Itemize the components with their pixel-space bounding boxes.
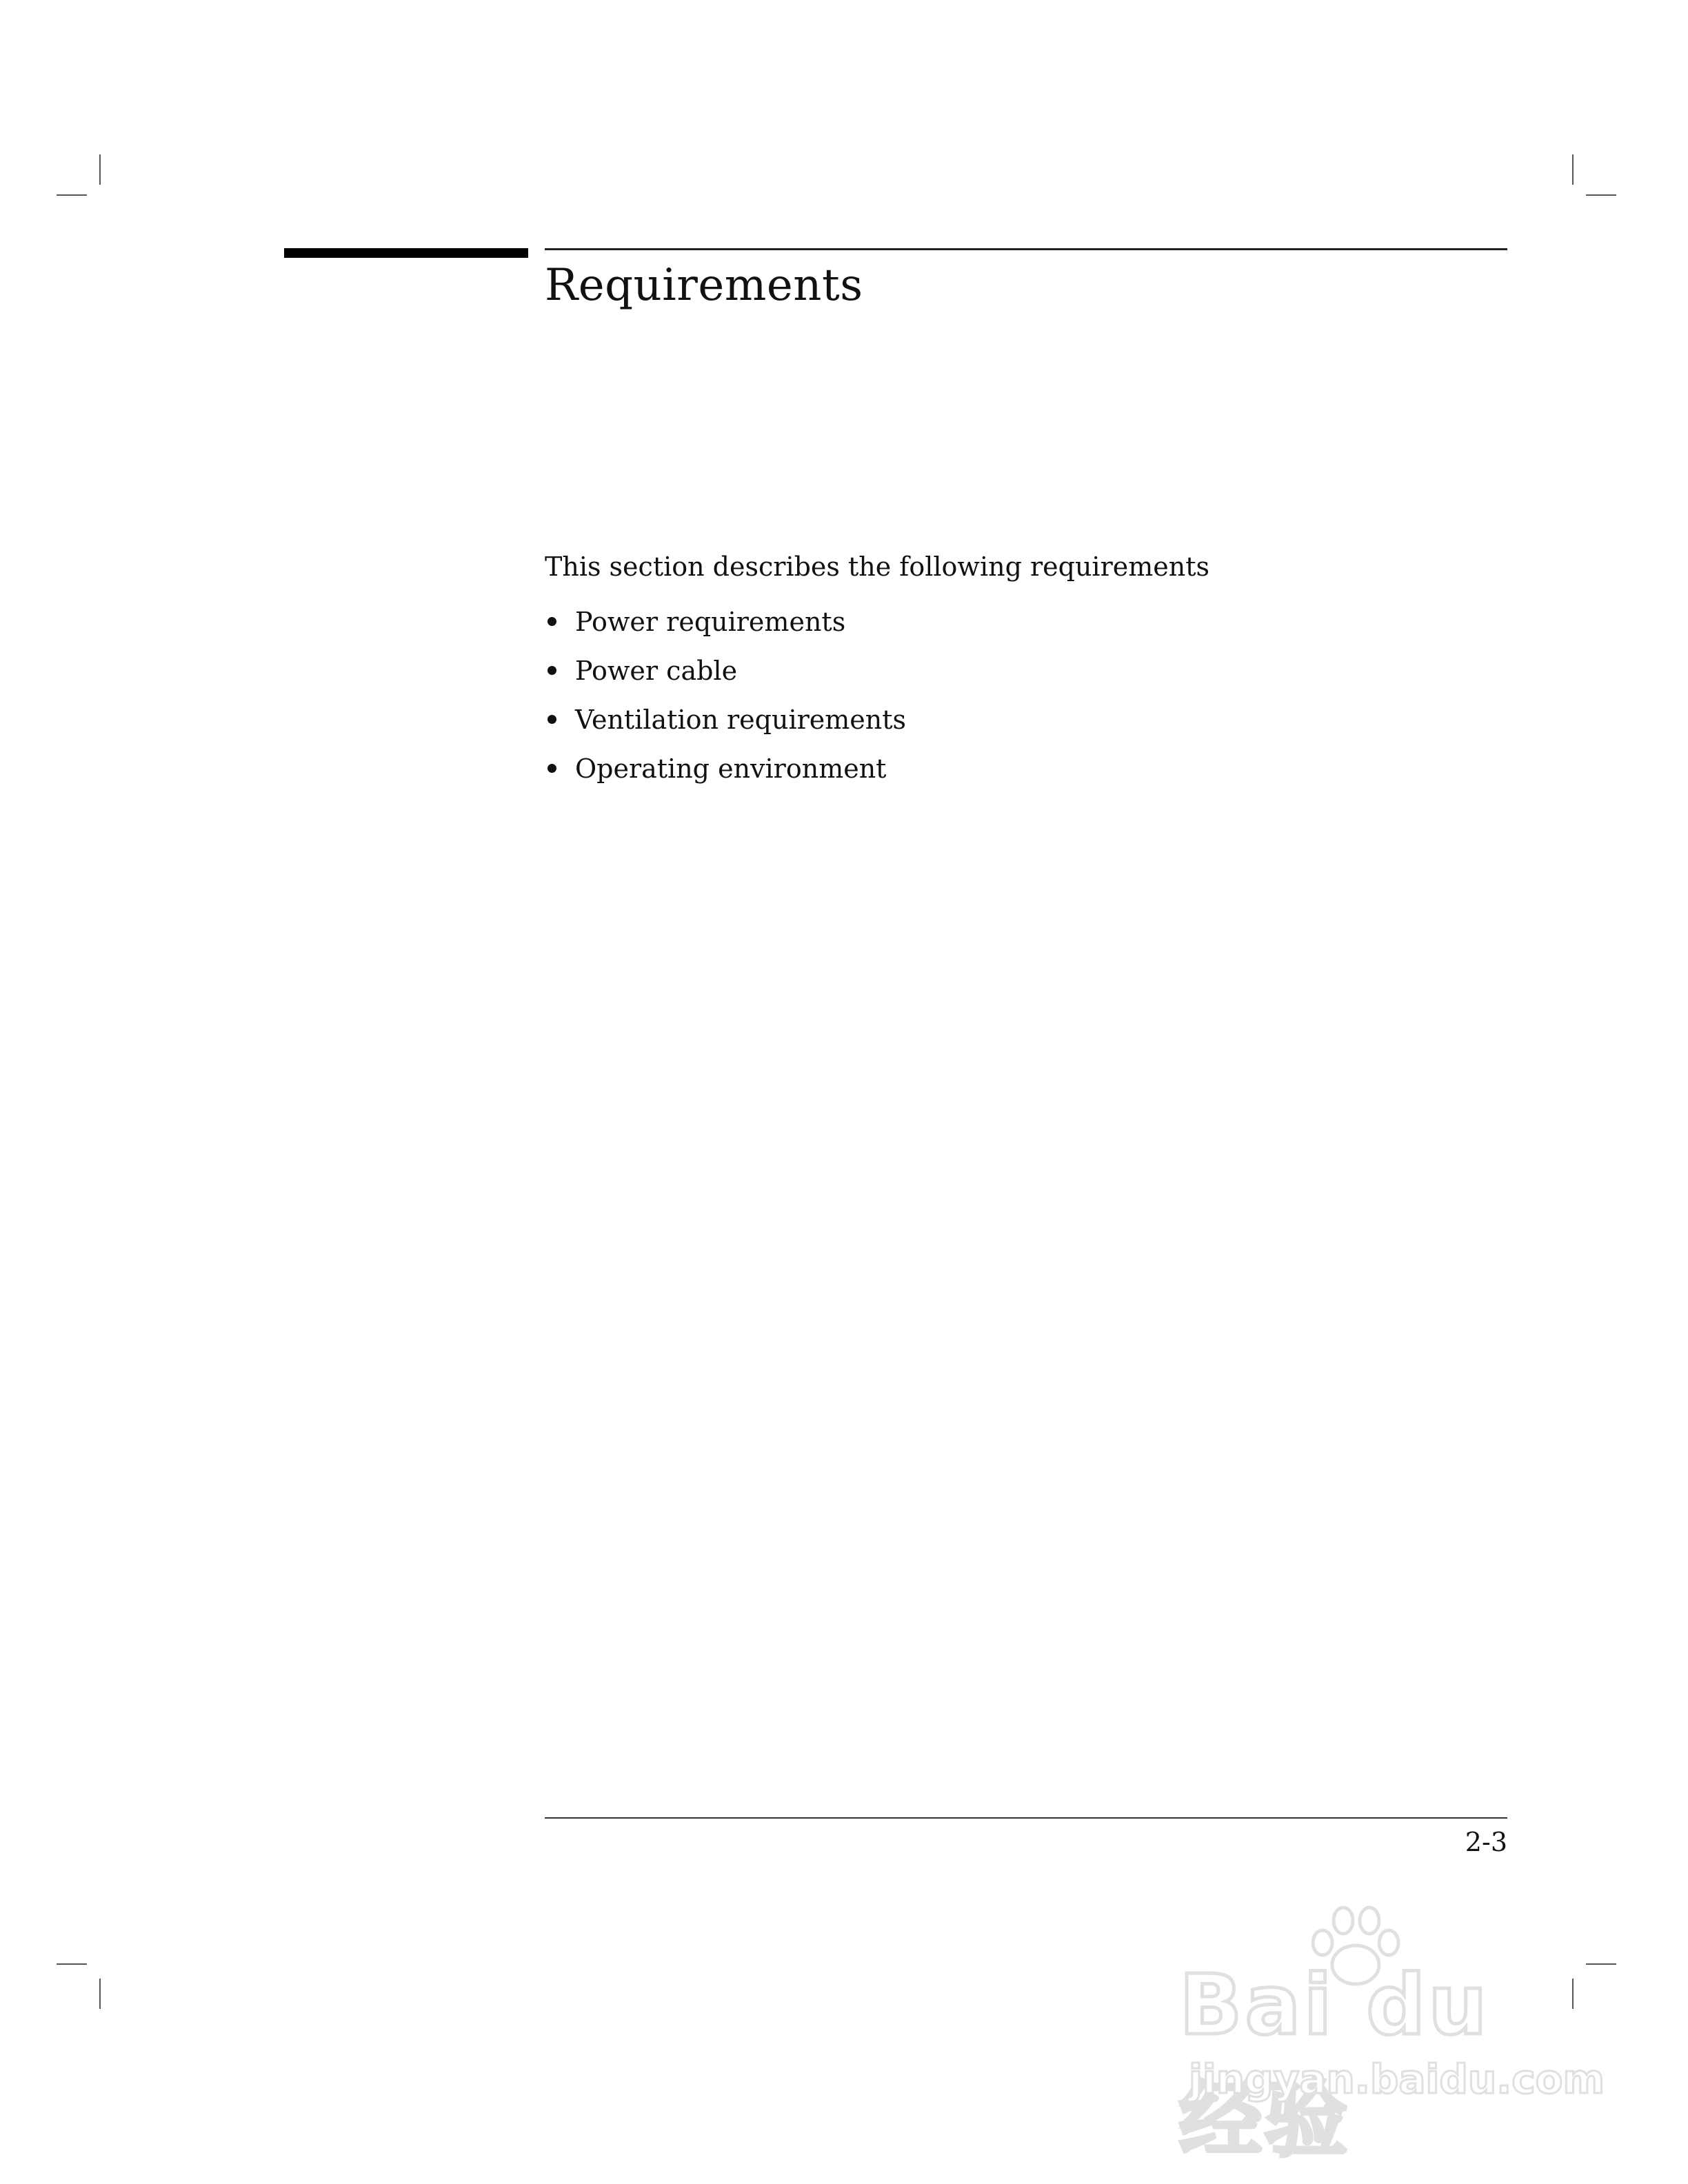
crop-mark-bottom-left-h — [57, 1963, 87, 1965]
list-item — [545, 597, 906, 646]
section-heading-rule — [545, 248, 1507, 250]
list-item — [545, 646, 906, 695]
page-number: 2-3 — [1465, 1827, 1507, 1857]
list-item — [545, 744, 906, 793]
page-title: Requirements — [545, 260, 863, 311]
intro-paragraph: This section describes the following requirements — [545, 552, 1210, 582]
list-item-label: Ventilation requirements — [575, 704, 907, 735]
crop-mark-bottom-right-h — [1586, 1963, 1616, 1965]
crop-mark-top-left-h — [57, 194, 87, 196]
list-item-label: Power requirements — [575, 606, 846, 637]
bullet-icon — [547, 617, 556, 626]
bullet-icon — [547, 715, 556, 724]
crop-mark-top-left-v — [99, 154, 101, 185]
requirements-list — [545, 597, 906, 793]
crop-mark-bottom-left-v — [99, 1979, 101, 2009]
list-item — [545, 695, 906, 744]
baidu-watermark — [1179, 1903, 1605, 2168]
footer-rule — [545, 1817, 1507, 1819]
list-item-label: Power cable — [575, 655, 738, 686]
bullet-icon — [547, 666, 556, 675]
crop-mark-top-right-v — [1572, 154, 1574, 185]
watermark-url: jingyan.baidu.com — [1189, 2056, 1605, 2103]
list-item-label: Operating environment — [575, 753, 887, 784]
crop-mark-top-right-h — [1586, 194, 1616, 196]
section-heading-bar — [284, 248, 528, 258]
bullet-icon — [547, 764, 556, 773]
watermark-brand: Bai du 经验 — [1179, 1958, 1490, 2168]
